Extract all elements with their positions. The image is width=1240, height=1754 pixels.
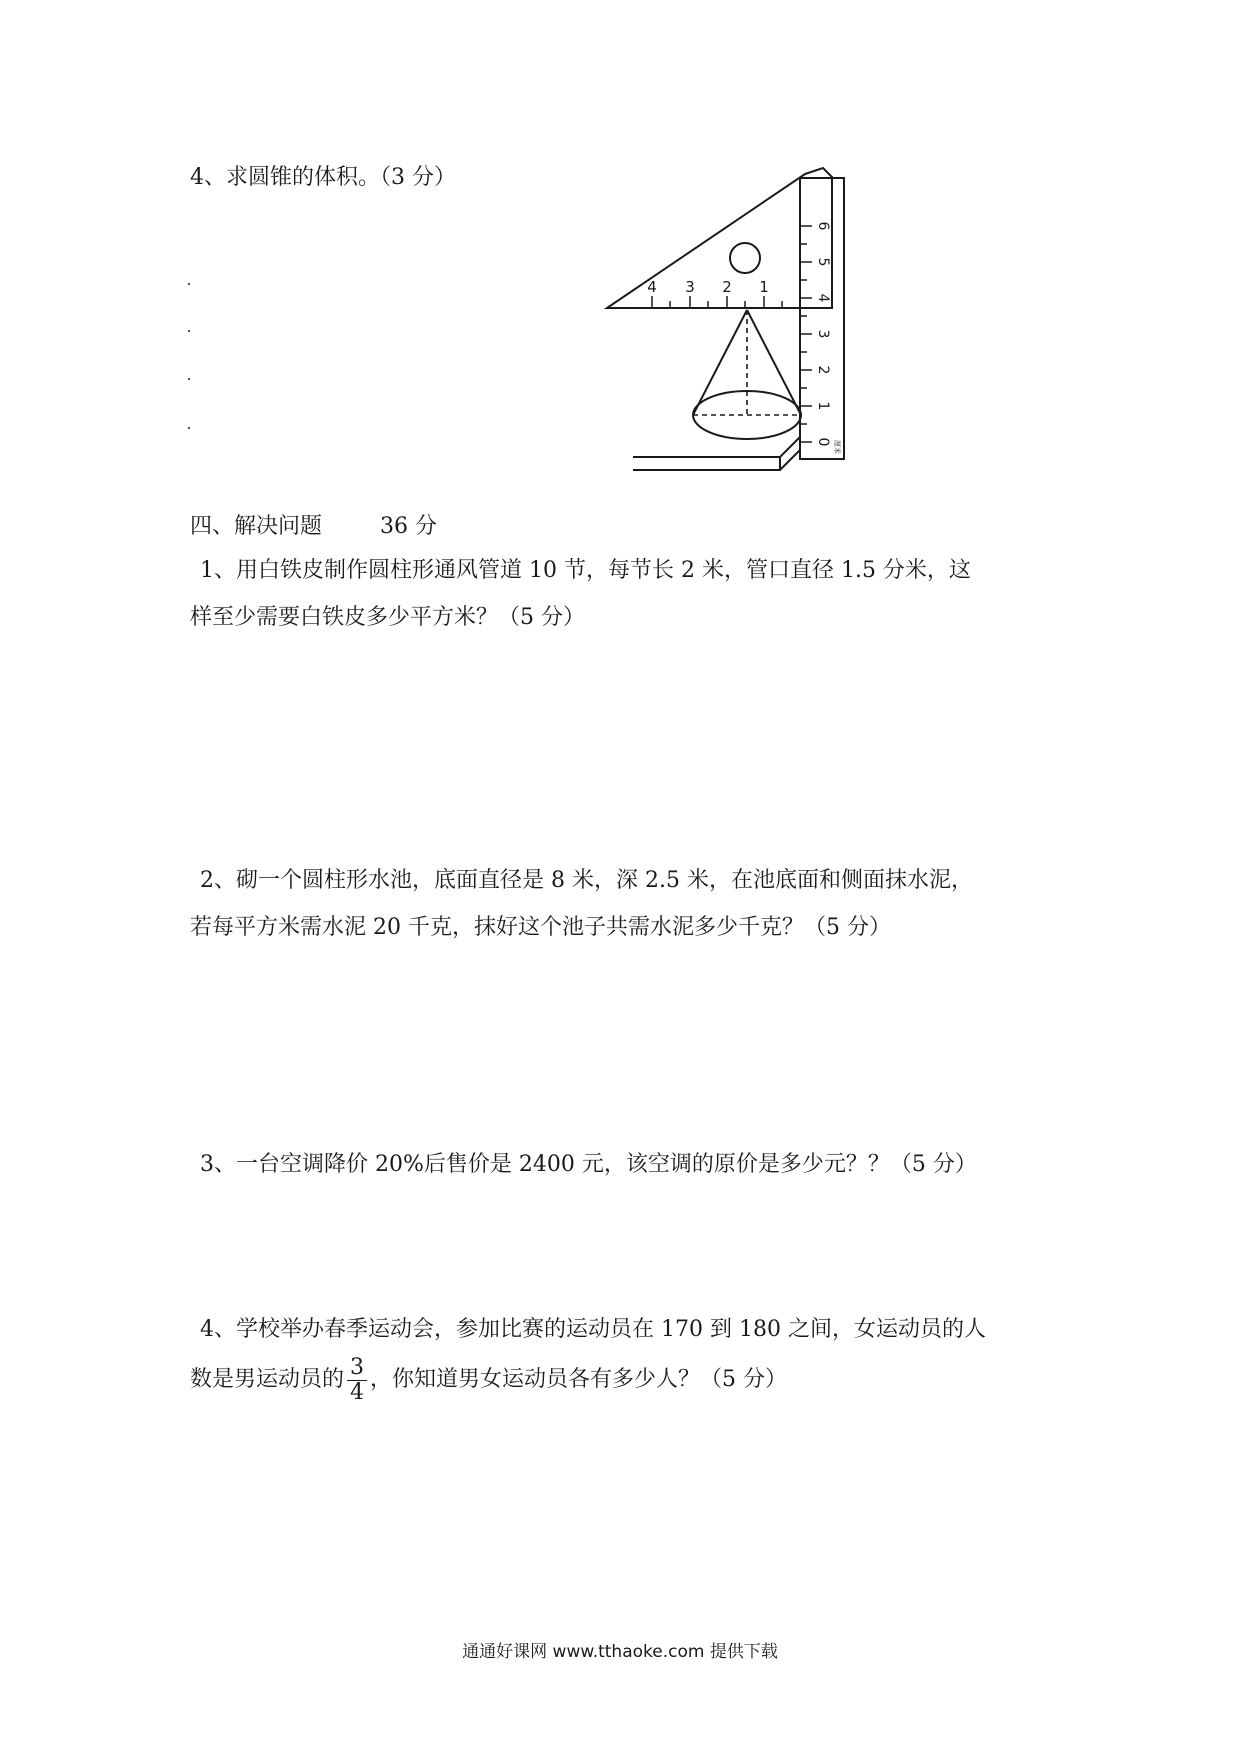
set-square-hole (730, 243, 760, 273)
ruler-tick-label: 6 (815, 221, 831, 231)
margin-dot (188, 378, 190, 380)
margin-dot (188, 330, 190, 332)
cone-measurement-figure (600, 165, 860, 475)
ruler-tick-label: 5 (815, 257, 831, 267)
problem-4-text-post: ，你知道男女运动员各有多少人？（5 分） (370, 1367, 788, 1392)
problem-1-line-1: 1、用白铁皮制作圆柱形通风管道 10 节，每节长 2 米，管口直径 1.5 分米，这 (200, 558, 971, 583)
set-square (607, 168, 832, 308)
cone-side (747, 310, 801, 415)
triangle-tick-label: 1 (759, 278, 769, 296)
ruler-tick-label: 1 (815, 401, 831, 411)
section-score: 36 分 (380, 514, 437, 539)
ruler-tick-label: 0 (815, 437, 831, 447)
ruler-tick-label: 4 (815, 293, 831, 303)
problem-3-line-1: 3、一台空调降价 20%后售价是 2400 元，该空调的原价是多少元？？（5 分） (200, 1152, 977, 1177)
cone-side (693, 310, 747, 415)
triangle-tick-label: 4 (647, 278, 657, 296)
fraction-numerator: 3 (347, 1356, 367, 1381)
problem-4-line-1: 4、学校举办春季运动会，参加比赛的运动员在 170 到 180 之间，女运动员的人 (200, 1317, 986, 1342)
ruler-tick-label: 2 (815, 365, 831, 375)
problem-1-line-2: 样至少需要白铁皮多少平方米？（5 分） (190, 605, 585, 630)
triangle-tick-label: 3 (685, 278, 695, 296)
problem-2-line-1: 2、砌一个圆柱形水池，底面直径是 8 米，深 2.5 米，在池底面和侧面抹水泥， (200, 868, 973, 893)
footer-credit: 通通好课网 www.tthaoke.com 提供下载 (462, 1642, 778, 1662)
margin-dot (188, 427, 190, 429)
problem-2-line-2: 若每平方米需水泥 20 千克，抹好这个池子共需水泥多少千克？（5 分） (190, 915, 891, 940)
fraction-denominator: 4 (350, 1379, 365, 1405)
fraction-three-quarters (347, 1356, 367, 1405)
triangle-tick-label: 2 (722, 278, 732, 296)
problem-4-text-pre: 数是男运动员的 (190, 1367, 345, 1392)
table-edge (633, 437, 800, 470)
table-edge (633, 437, 800, 457)
question-cone-volume: 4、求圆锥的体积。（3 分） (190, 165, 456, 190)
ruler-tick-label: 3 (815, 329, 831, 339)
section-title: 四、解决问题 (190, 514, 323, 539)
problem-4-line-2 (190, 1352, 787, 1408)
ruler (800, 178, 844, 459)
ruler-unit-label: 厘米 (833, 440, 841, 454)
margin-dot (188, 283, 190, 285)
